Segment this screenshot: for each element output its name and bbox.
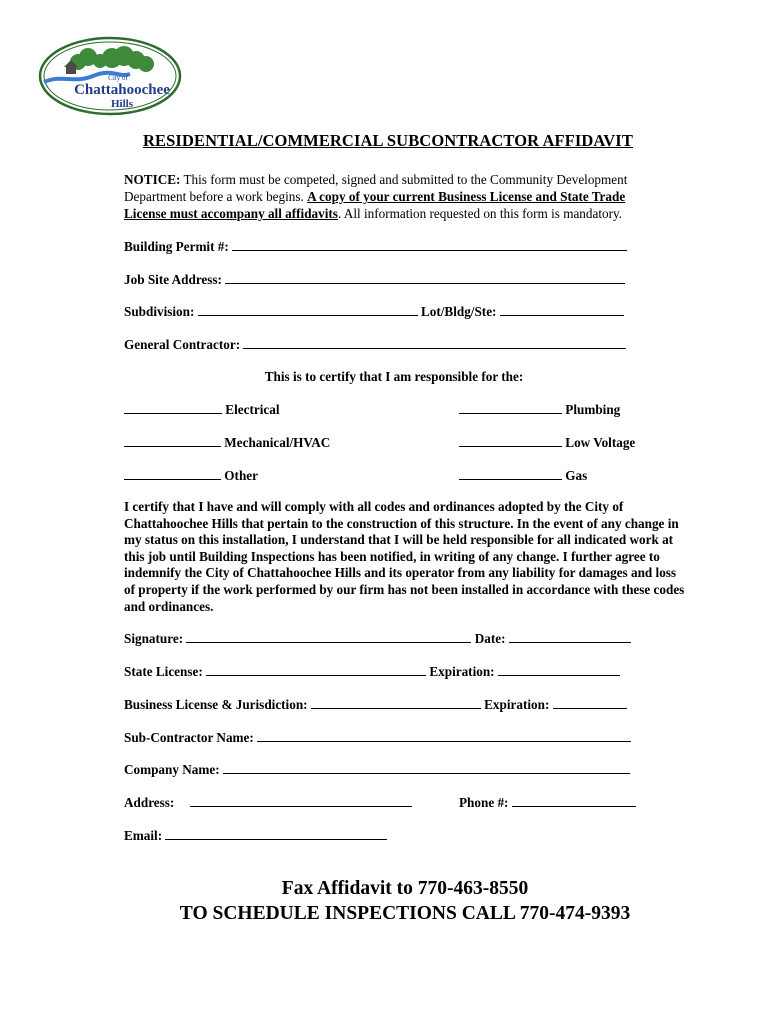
plumbing-field[interactable] (459, 401, 562, 414)
subdivision-field[interactable] (198, 303, 418, 316)
state-license-label: State License: (124, 664, 203, 679)
mechanical-label: Mechanical/HVAC (224, 435, 331, 450)
general-contractor-field[interactable] (243, 336, 626, 349)
mechanical-field[interactable] (124, 434, 221, 447)
email-label: Email: (124, 828, 163, 843)
notice-text-end: . All information requested on this form is mandatory. (337, 206, 623, 221)
notice-requirement: A copy of your current Business License and State Trade License must accompany all affidavits (124, 189, 626, 221)
certification-paragraph: I certify that I have and will comply with all codes and ordinances adopted by the City of Chattahoochee Hills that pertain to the construction of this structure. In the event of any change in my status on this installation, I understand that I will be held responsible for all indicated work at this job until Building Inspections has been notified, in writing of any change. I further agree to indemnify the City of Chattahoochee Hills and its operator from any liability for damages and loss of property if the work performed by our firm has not been installed in accordance with these codes and ordinances. (124, 499, 685, 614)
schedule-instruction: TO SCHEDULE INSPECTIONS CALL 770-474-9393 (179, 903, 631, 924)
trade-gas (459, 467, 587, 484)
state-license-field[interactable] (206, 663, 426, 676)
date-field[interactable] (509, 630, 631, 643)
state-expiration-field[interactable] (498, 663, 620, 676)
building-permit-label: Building Permit #: (124, 239, 229, 254)
phone-field[interactable] (512, 794, 636, 807)
svg-text:Chattahoochee: Chattahoochee (74, 82, 170, 98)
other-field[interactable] (124, 467, 221, 480)
signature-label: Signature: (124, 631, 184, 646)
address-label: Address: (124, 795, 175, 810)
sub-contractor-field[interactable] (257, 729, 631, 742)
company-name-field[interactable] (223, 761, 630, 774)
notice-text: This form must be competed, signed and submitted to the Community Development Department before a work begins. (124, 172, 628, 204)
city-logo (38, 36, 183, 116)
email-field[interactable] (165, 827, 387, 840)
certify-heading: This is to certify that I am responsible for the: (264, 369, 524, 384)
job-site-address-label: Job Site Address: (124, 272, 222, 287)
sub-contractor-label: Sub-Contractor Name: (124, 730, 254, 745)
plumbing-label: Plumbing (565, 402, 621, 417)
trade-mechanical (124, 434, 330, 451)
business-expiration-label: Expiration: (484, 697, 550, 712)
subdivision-label: Subdivision: (124, 304, 195, 319)
general-contractor-label: General Contractor: (124, 337, 241, 352)
trade-low-voltage (459, 434, 635, 451)
general-contractor-row (124, 336, 626, 353)
svg-text:City of: City of (108, 74, 128, 82)
address-field[interactable] (190, 794, 412, 807)
lot-bldg-ste-label: Lot/Bldg/Ste: (420, 304, 497, 319)
form-title: RESIDENTIAL/COMMERCIAL SUBCONTRACTOR AFFIDAVIT (143, 131, 633, 150)
job-site-address-row (124, 271, 625, 288)
company-name-label: Company Name: (124, 762, 220, 777)
subdivision-row (124, 303, 624, 320)
trade-electrical (124, 401, 279, 418)
signature-row (124, 630, 631, 647)
email-row (124, 827, 387, 844)
gas-field[interactable] (459, 467, 562, 480)
other-label: Other (224, 468, 258, 483)
business-expiration-field[interactable] (553, 696, 627, 709)
trade-other (124, 467, 258, 484)
state-expiration-label: Expiration: (429, 664, 495, 679)
address-row (124, 794, 412, 811)
job-site-address-field[interactable] (225, 271, 625, 284)
notice-paragraph (124, 171, 664, 222)
business-license-row (124, 696, 627, 713)
business-license-field[interactable] (311, 696, 481, 709)
electrical-label: Electrical (225, 402, 280, 417)
gas-label: Gas (565, 468, 588, 483)
sub-contractor-row (124, 729, 631, 746)
business-license-label: Business License & Jurisdiction: (124, 697, 308, 712)
state-license-row (124, 663, 620, 680)
trade-plumbing (459, 401, 620, 418)
fax-instruction: Fax Affidavit to 770-463-8550 (281, 878, 529, 899)
svg-text:Hills: Hills (110, 98, 134, 110)
phone-row (459, 794, 636, 811)
company-name-row (124, 761, 630, 778)
notice-label: NOTICE: (124, 172, 181, 187)
building-permit-row (124, 238, 627, 255)
lot-bldg-ste-field[interactable] (500, 303, 624, 316)
building-permit-field[interactable] (232, 238, 627, 251)
low-voltage-label: Low Voltage (565, 435, 636, 450)
phone-label: Phone #: (459, 795, 509, 810)
electrical-field[interactable] (124, 401, 222, 414)
signature-field[interactable] (186, 630, 471, 643)
date-label: Date: (474, 631, 506, 646)
low-voltage-field[interactable] (459, 434, 562, 447)
